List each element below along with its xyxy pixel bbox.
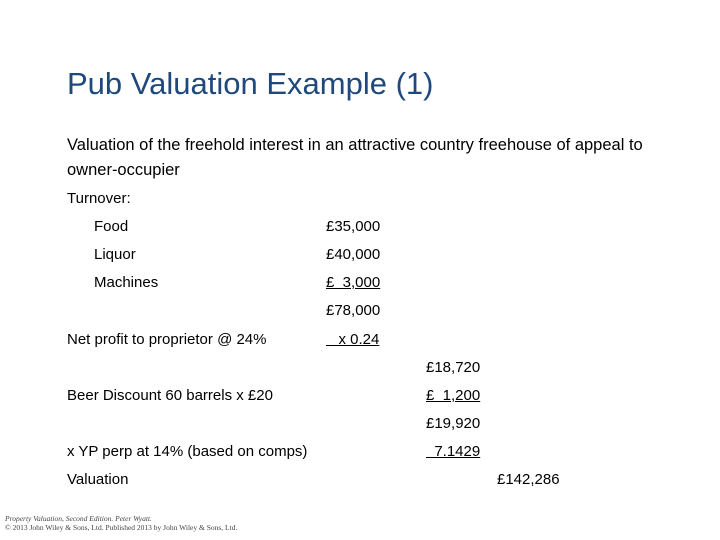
net-profit-value: £18,720	[426, 359, 481, 376]
valuation-value: £142,286	[497, 471, 560, 488]
yp-label: x YP perp at 14% (based on comps)	[67, 443, 308, 460]
valuation-label: Valuation	[67, 471, 129, 488]
footer-line-1: Property Valuation, Second Edition. Peter Wyatt.	[5, 514, 152, 523]
liquor-label: Liquor	[94, 246, 136, 263]
copyright-footer	[5, 514, 237, 532]
machines-label: Machines	[94, 274, 159, 291]
liquor-value: £40,000	[326, 246, 381, 263]
net-profit-label: Net profit to proprietor @ 24%	[67, 331, 267, 348]
beer-discount-value: £ 1,200	[426, 387, 481, 404]
turnover-label: Turnover:	[67, 190, 131, 207]
subtotal-value: £19,920	[426, 415, 481, 432]
slide-subtitle: Valuation of the freehold interest in an attractive country freehouse of appeal to owner-occupier	[67, 136, 643, 179]
footer-line-2: © 2013 John Wiley & Sons, Ltd. Published 2013 by John Wiley & Sons, Ltd.	[5, 523, 238, 532]
food-label: Food	[94, 218, 129, 235]
machines-value: £ 3,000	[326, 274, 381, 291]
yp-value: 7.1429	[426, 443, 481, 460]
net-profit-multiplier: x 0.24	[326, 331, 380, 348]
food-value: £35,000	[326, 218, 381, 235]
turnover-total: £78,000	[326, 302, 381, 319]
slide-title: Pub Valuation Example (1)	[67, 66, 434, 101]
beer-discount-label: Beer Discount 60 barrels x £20	[67, 387, 273, 404]
